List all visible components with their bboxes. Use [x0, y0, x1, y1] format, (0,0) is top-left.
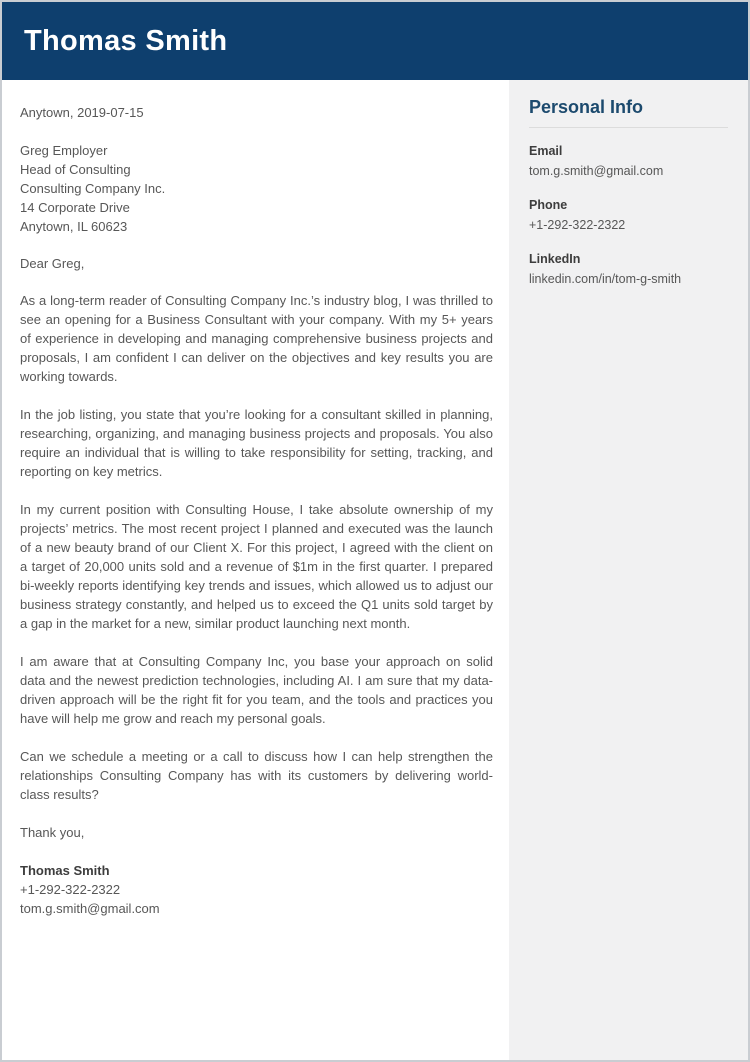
sidebar-title: Personal Info	[529, 97, 644, 117]
info-value-email: tom.g.smith@gmail.com	[529, 164, 664, 178]
letter-paragraph-2: In the job listing, you state that you’re looking for a consultant skilled in planning, researching, organizing, and managing business projects and proposals. You also require an individual that is willing to take responsibility for setting, tracking, and reporting on key metrics.	[20, 407, 493, 479]
info-value-linkedin: linkedin.com/in/tom-g-smith	[529, 272, 682, 286]
recipient-title: Head of Consulting	[20, 162, 131, 177]
recipient-name: Greg Employer	[20, 143, 108, 158]
signature-block	[20, 861, 493, 918]
signature-phone: +1-292-322-2322	[20, 882, 121, 897]
applicant-name: Thomas Smith	[24, 24, 228, 57]
info-item-phone	[529, 197, 728, 234]
letter-paragraph-5: Can we schedule a meeting or a call to discuss how I can help strengthen the relationships Consulting Company has with its customers by delivering world-class results?	[20, 749, 493, 802]
info-item-email	[529, 143, 728, 180]
personal-info-sidebar	[509, 80, 748, 1060]
letter-paragraph-3: In my current position with Consulting House, I take absolute ownership of my projects’ metrics. The most recent project I planned and executed was the launch of a new beauty brand of our Client X. For this project, I agreed with the client on a target of 20,000 units sold and a revenue of $1m in the first quarter. I prepared bi-weekly reports identifying key trends and issues, which allowed us to adjust our business strategy constantly, and helped us to exceed the Q1 units sold target by a gap in the market for a new, similar product launching next month.	[20, 502, 493, 631]
recipient-city: Anytown, IL 60623	[20, 219, 128, 234]
content-area	[2, 80, 748, 1060]
recipient-block	[20, 141, 493, 236]
closing-line: Thank you,	[20, 825, 85, 840]
letter-paragraph-4: I am aware that at Consulting Company Inc, you base your approach on solid data and the newest prediction technologies, including AI. I am sure that my data-driven approach will be the right fit for you team, and the tools and practices you have will help me grow and reach my personal goals.	[20, 654, 493, 726]
info-label-linkedin: LinkedIn	[529, 252, 581, 266]
info-item-linkedin	[529, 251, 728, 288]
date-line: Anytown, 2019-07-15	[20, 105, 144, 120]
signature-name: Thomas Smith	[20, 863, 110, 878]
info-value-phone: +1-292-322-2322	[529, 218, 626, 232]
recipient-company: Consulting Company Inc.	[20, 181, 166, 196]
letter-body	[2, 80, 509, 1060]
recipient-street: 14 Corporate Drive	[20, 200, 130, 215]
letter-paragraph-1: As a long-term reader of Consulting Company Inc.’s industry blog, I was thrilled to see an opening for a Business Consultant with your company. With my 5+ years of experience in developing and managing comprehensive business projects and proposals, I am confident I can deliver on the objectives and key results you are working towards.	[20, 293, 493, 384]
sidebar-divider	[529, 127, 728, 128]
header-banner	[2, 2, 748, 80]
salutation: Dear Greg,	[20, 256, 85, 271]
info-label-email: Email	[529, 144, 563, 158]
signature-email: tom.g.smith@gmail.com	[20, 901, 160, 916]
info-label-phone: Phone	[529, 198, 568, 212]
